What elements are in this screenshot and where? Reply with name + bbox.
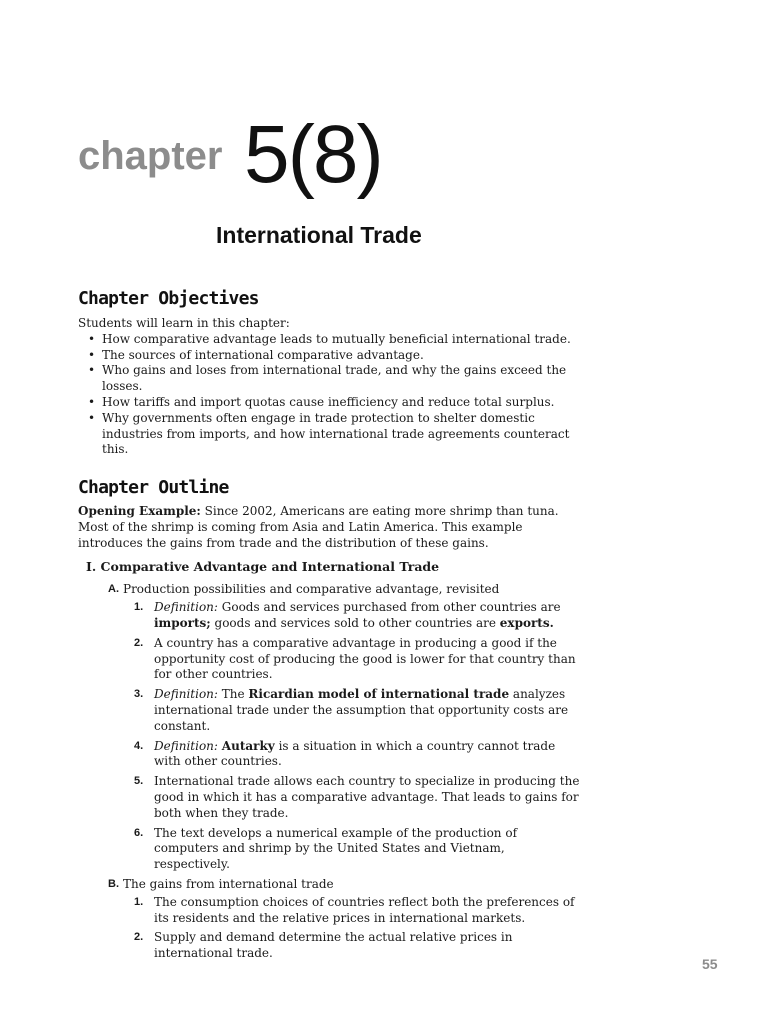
definition-label: Definition: — [154, 738, 218, 753]
item-text: analyzes international trade under the assumption that opportunity costs are constant. — [154, 687, 569, 733]
item-text: goods and services sold to other countries are — [210, 615, 500, 630]
term: exports. — [499, 615, 554, 630]
subsection-a — [78, 582, 582, 598]
list-item — [78, 739, 582, 771]
definition-label: Definition: — [154, 687, 218, 702]
subsection-a-label: A. — [108, 583, 119, 596]
list-item — [78, 774, 582, 821]
list-item — [78, 600, 582, 632]
term: imports; — [154, 615, 211, 630]
list-item — [78, 895, 582, 927]
term: Ricardian model of international trade — [248, 687, 510, 702]
item-number: 6. — [134, 826, 144, 839]
definition-label: Definition: — [154, 600, 218, 615]
item-number: 1. — [134, 601, 144, 614]
item-number: 3. — [134, 688, 144, 701]
subsection-a-text: Production possibilities and comparative advantage, revisited — [123, 582, 500, 597]
chapter-number: 5(8) — [244, 109, 382, 200]
item-text: International trade allows each country to specialize in producing the good in which it has a comparative advantage. That leads to gains for both when they trade. — [154, 774, 580, 820]
objectives-section — [78, 316, 588, 458]
item-text: The consumption choices of countries reflect both the preferences of its residents and the relative prices in international markets. — [154, 894, 575, 925]
objectives-intro: Students will learn in this chapter: — [78, 316, 290, 330]
item-text: Goods and services purchased from other countries are — [217, 600, 561, 615]
subsection-a-list — [78, 600, 582, 873]
subsection-b — [78, 877, 582, 893]
list-item — [78, 930, 582, 962]
objective-item: • Who gains and loses from international trade, and why the gains exceed the losses. — [78, 363, 588, 395]
term: Autarky — [221, 738, 275, 753]
section-heading-roman-1: I. Comparative Advantage and International Trade — [86, 559, 440, 575]
objectives-heading: Chapter Objectives — [78, 288, 259, 309]
outline-section — [78, 504, 582, 966]
item-text: is a situation in which a country cannot trade with other countries. — [154, 738, 556, 769]
subsection-b-text: The gains from international trade — [123, 876, 334, 891]
objective-item: • The sources of international comparative advantage. — [78, 348, 588, 364]
item-text: A country has a comparative advantage in producing a good if the opportunity cost of producing the good is lower for that country than for other countries. — [154, 635, 576, 682]
opening-example-label: Opening Example: — [78, 504, 201, 518]
opening-example-text: Since 2002, Americans are eating more shrimp than tuna. Most of the shrimp is coming from Asia and Latin America. This example introduces the gains from trade and the distribution of these gains. — [78, 504, 559, 550]
objective-item: • Why governments often engage in trade protection to shelter domestic industries from imports, and how international trade agreements counteract this. — [78, 411, 588, 458]
opening-example — [78, 504, 582, 551]
objective-item: • How comparative advantage leads to mutually beneficial international trade. — [78, 332, 588, 348]
item-number: 5. — [134, 775, 144, 788]
item-number: 4. — [134, 739, 144, 752]
item-number: 2. — [134, 931, 144, 944]
subsection-b-list — [78, 895, 582, 962]
list-item — [78, 826, 582, 873]
chapter-label: chapter — [78, 134, 223, 178]
item-number: 1. — [134, 895, 144, 908]
item-number: 2. — [134, 636, 144, 649]
page-number: 55 — [702, 956, 718, 972]
list-item — [78, 687, 582, 734]
chapter-title: International Trade — [216, 222, 422, 248]
list-item — [78, 636, 582, 683]
subsection-b-label: B. — [108, 877, 119, 890]
objective-item: • How tariffs and import quotas cause inefficiency and reduce total surplus. — [78, 395, 588, 411]
item-text: The — [217, 687, 249, 702]
item-text: Supply and demand determine the actual relative prices in international trade. — [154, 930, 513, 961]
item-text: The text develops a numerical example of the production of computers and shrimp by the United States and Vietnam, respectively. — [154, 825, 518, 872]
outline-heading: Chapter Outline — [78, 477, 229, 498]
objectives-list — [78, 332, 588, 458]
